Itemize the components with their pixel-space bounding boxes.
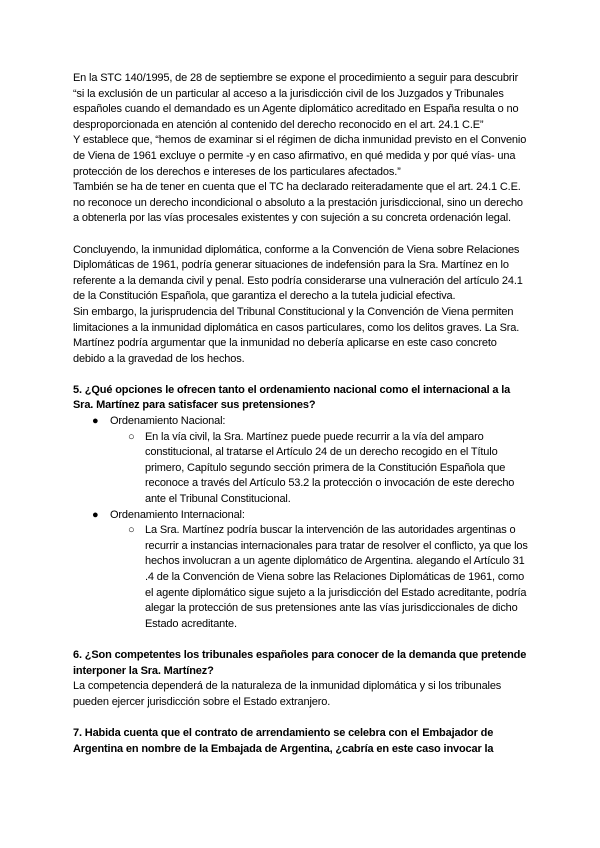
list-item-label: Ordenamiento Internacional: <box>110 508 245 521</box>
blank-line <box>73 632 531 648</box>
hollow-bullet-icon: ○ <box>128 524 135 537</box>
bullet-icon: ● <box>92 508 99 521</box>
sublist-item-autoridades-argentinas <box>73 523 531 632</box>
blank-line <box>73 367 531 383</box>
section-6-body: La competencia dependerá de la naturaleza de la inmunidad diplomática y si los tribunales pueden ejercer jurisdicción sobre el Estado extranjero. <box>73 680 502 708</box>
section-5-list <box>73 414 531 632</box>
document-body <box>73 71 531 757</box>
sublist-item-text: La Sra. Martínez podría buscar la intervención de las autoridades argentinas o recurrir a instancias internacionales para tratar de resolver el conflicto, ya que los hechos involucran a un agente diplomático de Argentina. alegando el Artículo 31 .4 de la Convención de Viena sobre las Relaciones Diplomáticas de 1961, como el agente diplomático sigue sujeto a la jurisdicción del Estado acreditante, podría alegar la protección de sus pretensiones ante las vías jurisdiccionales de dicho Estado acreditante. <box>145 524 528 630</box>
section-5-heading: 5. ¿Qué opciones le ofrecen tanto el ordenamiento nacional como el internacional a la Sra. Martínez para satisfacer sus pretensiones? <box>73 383 511 412</box>
paragraph-art-24-1: También se ha de tener en cuenta que el TC ha declarado reiteradamente que el art. 24.1 C.E. no reconoce un derecho incondicional o absoluto a la prestación jurisdiccional, sino un derecho a obtenerla por las vías procesales existentes y con sujeción a su concreta ordenación legal. <box>73 181 523 225</box>
bullet-icon: ● <box>92 415 99 428</box>
list-item-ordenamiento-internacional <box>73 508 531 524</box>
blank-line <box>73 710 531 726</box>
paragraph-stc-140-1995: En la STC 140/1995, de 28 de septiembre se expone el procedimiento a seguir para descubrir “si la exclusión de un particular al acceso a la jurisdicción civil de los Juzgados y Tribunales españoles cuando el demandado es un Agente diplomático acreditado en España resulta o no desproporcionada en atención al contenido del derecho reconocido en el art. 24.1 C.E” <box>73 72 519 131</box>
list-item-ordenamiento-nacional <box>73 414 531 430</box>
section-6-heading: 6. ¿Son competentes los tribunales españoles para conocer de la demanda que pretende interponer la Sra. Martínez? <box>73 648 527 677</box>
sublist-item-via-civil <box>73 430 531 508</box>
hollow-bullet-icon: ○ <box>128 430 135 443</box>
paragraph-concluyendo: Concluyendo, la inmunidad diplomática, conforme a la Convención de Viena sobre Relaciones Diplomáticas de 1961, podría generar situaciones de indefensión para la Sra. Martínez en lo referente a la demanda civil y penal. Esto podría considerarse una vulneración del artículo 24.1 de la Constitución Española, que garantiza el derecho a la tutela judicial efectiva. <box>73 243 523 303</box>
sublist-item-text: En la vía civil, la Sra. Martínez puede puede recurrir a la vía del amparo constitucional, al tratarse el Artículo 24 de un derecho recogido en el Título primero, Capítulo segundo sección primera de la Constitución Española que reconoce a través del Artículo 53.2 la protección o invocación de este derecho ante el Tribunal Constitucional. <box>145 430 515 506</box>
blank-line <box>73 227 531 243</box>
paragraph-sin-embargo: Sin embargo, la jurisprudencia del Tribunal Constitucional y la Convención de Viena permiten limitaciones a la inmunidad diplomática en casos particulares, como los delitos graves. La Sra. Martínez podría argumentar que la inmunidad no debería aplicarse en este caso concreto debido a la gravedad de los hechos. <box>73 305 520 365</box>
section-7-heading: 7. Habida cuenta que el contrato de arrendamiento se celebra con el Embajador de Argentina en nombre de la Embajada de Argentina, ¿cabría en este caso invocar la <box>73 726 494 755</box>
list-item-label: Ordenamiento Nacional: <box>110 415 226 428</box>
paragraph-convenio-viena: Y establece que, “hemos de examinar si el régimen de dicha inmunidad previsto en el Convenio de Viena de 1961 excluye o permite -y en caso afirmativo, en qué medida y por qué vías- una protección de los derechos e intereses de los particulares afectados.” <box>73 134 527 178</box>
